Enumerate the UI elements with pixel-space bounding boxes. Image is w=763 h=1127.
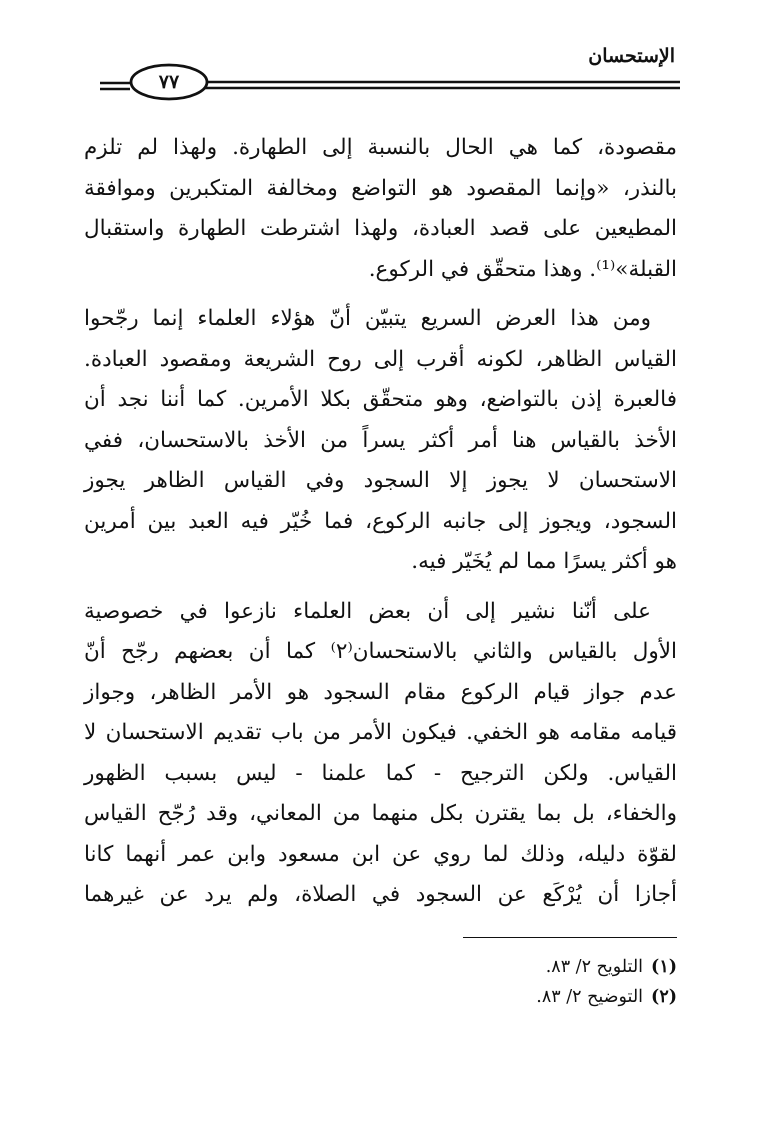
paragraph-2	[84, 299, 677, 583]
running-title: الإستحسان	[588, 45, 675, 67]
text-line: أجازا أن يُرْكَع عن السجود في الصلاة، ولم يرد عن غيرهما	[84, 882, 677, 907]
text-line: هو أكثر يسرًا مما لم يُخَيّر فيه.	[411, 549, 677, 574]
footnote-1	[277, 952, 677, 982]
footnote-2	[277, 982, 677, 1012]
text-line: لقوّة دليله، وذلك لما روي عن ابن مسعود وابن عمر أنهما كانا	[84, 841, 677, 867]
text-line: القياس. ولكن الترجيح - كما علمنا - ليس بسبب الظهور	[84, 760, 677, 786]
body-text	[84, 128, 677, 916]
page-number: ٧٧	[158, 71, 180, 93]
footnote-text: التوضيح ٢/ ٨٣.	[536, 987, 644, 1007]
paragraph-1	[84, 128, 677, 290]
text-line: مقصودة، كما هي الحال بالنسبة إلى الطهارة. ولهذا لم تلزم	[84, 135, 677, 160]
text-line: ومن هذا العرض السريع يتبيّن أنّ هؤلاء العلماء إنما رجّحوا	[84, 306, 651, 331]
footnote-separator	[463, 937, 677, 938]
text-line: الأول بالقياس والثاني بالاستحسان⁽٢⁾ كما أن بعضهم رجّح أنّ	[84, 639, 677, 664]
footnote-number: (١)	[651, 957, 677, 977]
footnote-text: التلويح ٢/ ٨٣.	[545, 957, 644, 977]
text-line: قيامه مقامه هو الخفي. فيكون الأمر من باب تقديم الاستحسان لا	[84, 720, 677, 745]
footnotes	[277, 952, 677, 1012]
text-line: القبلة»⁽¹⁾. وهذا متحقّق في الركوع.	[368, 256, 677, 282]
text-line: السجود، ويجوز إلى جانبه الركوع، فما خُيّر فيه العبد بين أمرين	[84, 508, 677, 534]
text-line: القياس الظاهر، لكونه أقرب إلى روح الشريعة ومقصود العبادة.	[84, 346, 677, 372]
paragraph-3	[84, 592, 677, 916]
text-line: على أنّنا نشير إلى أن بعض العلماء نازعوا في خصوصية	[84, 598, 651, 624]
text-line: الأخذ بالقياس هنا أمر أكثر يسراً من الأخذ بالاستحسان، ففي	[84, 427, 677, 453]
text-line: المطيعين على قصد العبادة، ولهذا اشترطت الطهارة واستقبال	[84, 216, 677, 241]
text-line: والخفاء، بل بما يقترن بكل منهما من المعاني، وقد رُجّح القياس	[84, 801, 677, 826]
text-line: عدم جواز قيام الركوع مقام السجود هو الأمر الظاهر، وجواز	[84, 679, 677, 705]
text-line: بالنذر، «وإنما المقصود هو التواضع ومخالفة المتكبرين وموافقة	[84, 175, 677, 201]
text-line: فالعبرة إذن بالتواضع، وهو متحقّق بكلا الأمرين. كما أننا نجد أن	[84, 387, 677, 412]
footnote-number: (٢)	[651, 987, 677, 1007]
text-line: الاستحسان لا يجوز إلا السجود وفي القياس الظاهر يجوز	[84, 468, 677, 493]
